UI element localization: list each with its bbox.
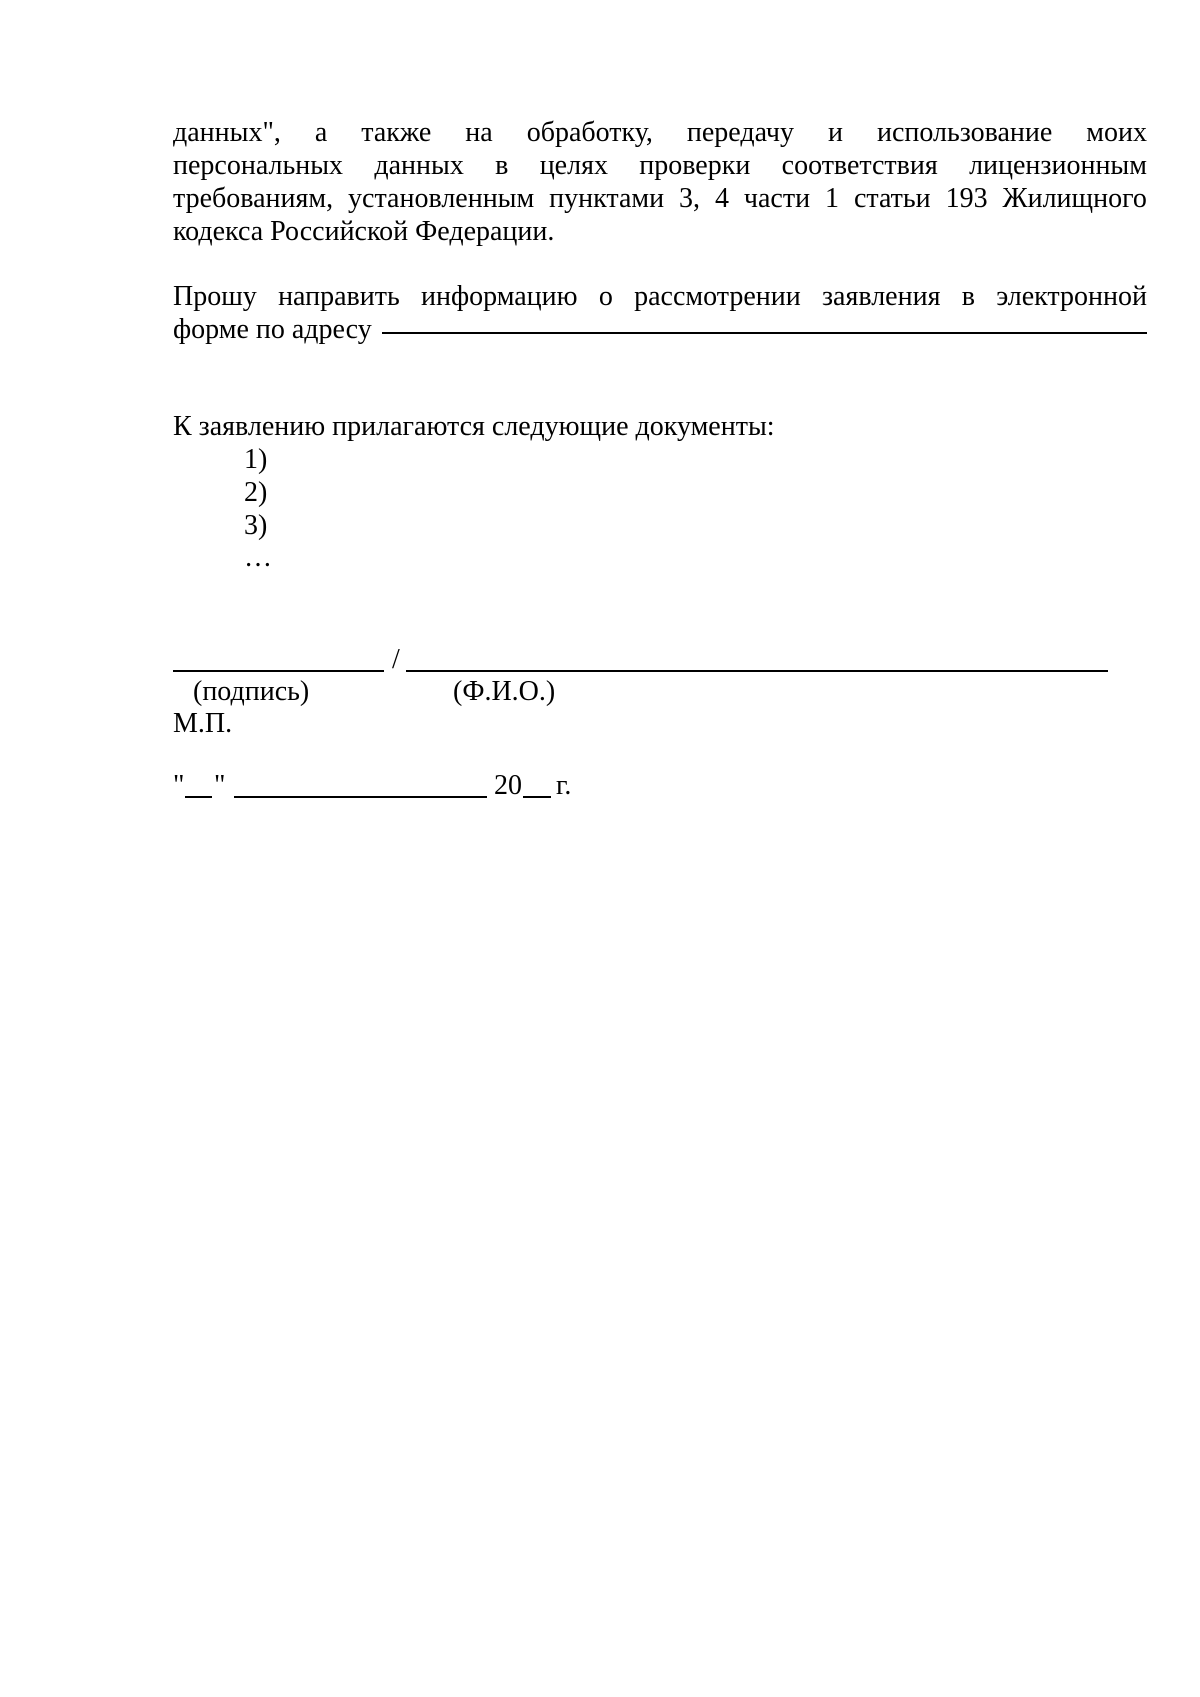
date-row: [173, 769, 593, 802]
word: рассмотрении: [634, 281, 801, 312]
word: моих: [1086, 117, 1147, 148]
word: на: [465, 117, 493, 148]
word: также: [361, 117, 432, 148]
word: заявления: [821, 281, 941, 312]
word: 4: [714, 183, 729, 214]
signature-blank-line: [173, 670, 384, 672]
year-prefix: 20: [494, 770, 522, 801]
word: в: [961, 281, 975, 312]
word: соответствия: [781, 150, 938, 181]
word: целях: [539, 150, 608, 181]
word: направить: [278, 281, 400, 312]
attachment-item: 2): [244, 477, 268, 508]
paragraph1-line2: [173, 149, 1147, 182]
name-blank-line: [406, 670, 1108, 672]
word: Прошу: [173, 281, 257, 312]
word: электронной: [996, 281, 1147, 312]
paragraph1-line4: кодекса Российской Федерации.: [173, 216, 555, 247]
date-close-quote: ": [214, 770, 226, 801]
word: проверки: [639, 150, 751, 181]
word: установленным: [348, 183, 535, 214]
word: Жилищного: [1002, 183, 1147, 214]
attachments-heading: К заявлению прилагаются следующие документы:: [173, 411, 775, 442]
word: о: [598, 281, 613, 312]
month-blank-line: [234, 796, 487, 798]
word: 1: [825, 183, 839, 214]
year-blank-line: [523, 796, 551, 798]
word: лицензионным: [969, 150, 1147, 181]
word: данных",: [173, 117, 281, 148]
word: в: [495, 150, 509, 181]
signature-row: [173, 645, 1108, 675]
word: требованиям,: [173, 183, 334, 214]
word: а: [314, 117, 328, 148]
word: использование: [876, 117, 1053, 148]
address-blank-line: [382, 332, 1147, 334]
attachment-item: …: [244, 542, 272, 573]
word: части: [743, 183, 811, 214]
word: передачу: [686, 117, 794, 148]
word: данных: [374, 150, 464, 181]
paragraph1-line1: [173, 116, 1147, 149]
stamp-label: М.П.: [173, 708, 233, 739]
signature-label: (подпись): [193, 676, 310, 707]
paragraph2-line2: [173, 313, 1147, 346]
attachment-item: 1): [244, 444, 268, 475]
word: информацию: [421, 281, 578, 312]
name-label: (Ф.И.О.): [453, 676, 556, 707]
word: пунктами: [549, 183, 665, 214]
word: персональных: [173, 150, 344, 181]
word: и: [827, 117, 843, 148]
word: обработку,: [526, 117, 653, 148]
year-suffix: г.: [556, 770, 572, 801]
word: 3,: [679, 183, 701, 214]
signature-separator: /: [392, 644, 400, 675]
date-open-quote: ": [173, 770, 185, 801]
paragraph1-line3: [173, 182, 1147, 215]
word: 193: [945, 183, 988, 214]
word: статьи: [853, 183, 931, 214]
paragraph2-line1: [173, 280, 1147, 313]
day-blank-line: [185, 796, 212, 798]
address-prefix: форме по адресу: [173, 314, 372, 345]
attachment-item: 3): [244, 510, 268, 541]
